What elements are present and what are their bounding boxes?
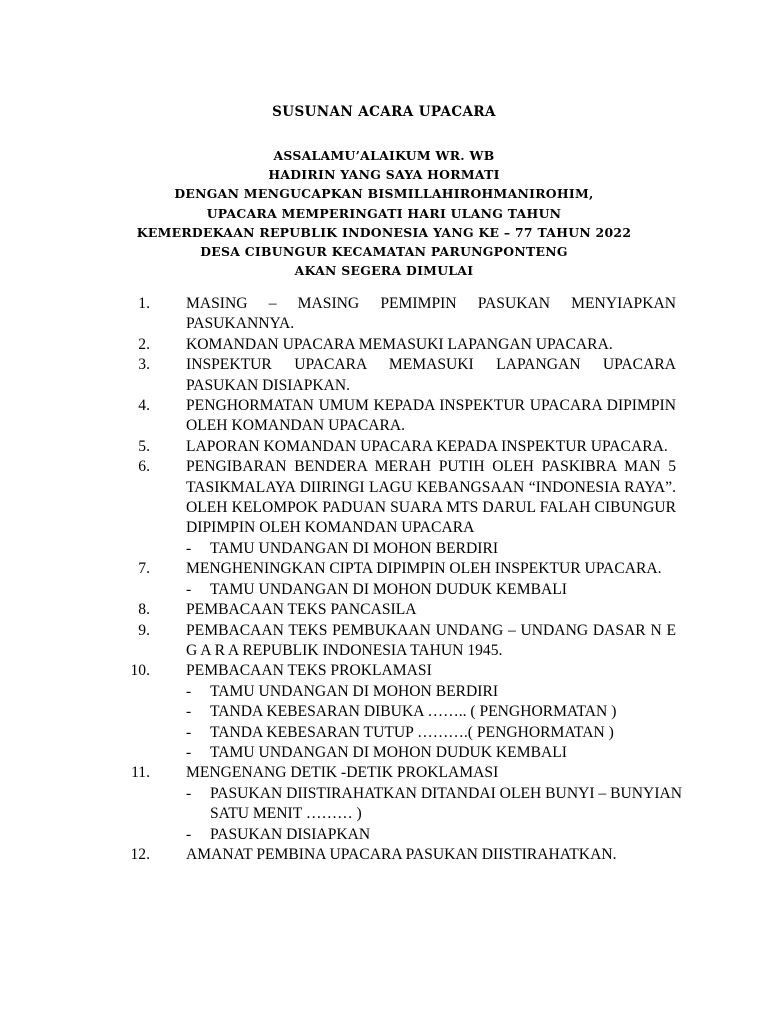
agenda-item bbox=[0, 845, 768, 865]
sub-item-text: TANDA KEBESARAN TUTUP ……….( PENGHORMATAN ) bbox=[210, 723, 614, 741]
dash-bullet: - bbox=[186, 703, 192, 721]
sub-item bbox=[186, 702, 686, 722]
item-number: 8. bbox=[138, 601, 150, 619]
dash-bullet: - bbox=[186, 580, 192, 598]
sub-item bbox=[186, 743, 686, 763]
sub-item bbox=[186, 539, 686, 559]
item-text: PEMBACAAN TEKS PANCASILA bbox=[186, 601, 417, 619]
item-text: LAPORAN KOMANDAN UPACARA KEPADA INSPEKTUR UPACARA. bbox=[186, 437, 668, 455]
header-line: UPACARA MEMPERINGATI HARI ULANG TAHUN bbox=[206, 205, 562, 221]
item-text: MENGENANG DETIK -DETIK PROKLAMASI bbox=[186, 764, 499, 782]
agenda-item bbox=[0, 355, 768, 396]
sub-item bbox=[186, 580, 686, 600]
dash-bullet: - bbox=[186, 784, 192, 802]
item-text: KOMANDAN UPACARA MEMASUKI LAPANGAN UPACARA. bbox=[186, 335, 613, 353]
sub-item bbox=[186, 723, 686, 743]
dash-bullet: - bbox=[186, 723, 192, 741]
item-text: AMANAT PEMBINA UPACARA PASUKAN DIISTIRAHATKAN. bbox=[186, 845, 617, 863]
header-line: HADIRIN YANG SAYA HORMATI bbox=[268, 167, 500, 183]
item-number: 1. bbox=[138, 295, 150, 312]
item-text: PENGHORMATAN UMUM KEPADA INSPEKTUR UPACARA DIPIMPIN OLEH KOMANDAN UPACARA. bbox=[186, 397, 676, 435]
sub-item-text: TAMU UNDANGAN DI MOHON BERDIRI bbox=[210, 539, 499, 557]
agenda-item bbox=[0, 335, 768, 355]
item-number: 4. bbox=[138, 397, 150, 415]
item-text: PEMBACAAN TEKS PROKLAMASI bbox=[186, 662, 432, 680]
item-number: 5. bbox=[138, 437, 150, 455]
agenda-item bbox=[0, 457, 768, 559]
opening-header bbox=[0, 146, 768, 280]
header-line: DENGAN MENGUCAPKAN BISMILLAHIROHMANIROHIM, bbox=[174, 186, 594, 202]
item-number: 3. bbox=[138, 356, 150, 374]
agenda-item bbox=[0, 621, 768, 662]
sub-item-text: TANDA KEBESARAN DIBUKA …….. ( PENGHORMATAN ) bbox=[210, 703, 617, 721]
item-number: 9. bbox=[138, 621, 150, 639]
agenda-item bbox=[0, 559, 768, 600]
item-number: 2. bbox=[138, 335, 150, 353]
item-text: MASING – MASING PEMIMPIN PASUKAN MENYIAPKAN PASUKANNYA. bbox=[186, 295, 676, 333]
item-number: 7. bbox=[138, 560, 150, 578]
sub-item-text: TAMU UNDANGAN DI MOHON DUDUK KEMBALI bbox=[210, 743, 567, 761]
sub-item bbox=[186, 825, 686, 845]
sub-item-text: TAMU UNDANGAN DI MOHON DUDUK KEMBALI bbox=[210, 580, 567, 598]
item-text: INSPEKTUR UPACARA MEMASUKI LAPANGAN UPACARA PASUKAN DISIAPKAN. bbox=[186, 356, 676, 394]
dash-bullet: - bbox=[186, 743, 192, 761]
agenda-item bbox=[0, 437, 768, 457]
sub-item-text: PASUKAN DIISTIRAHATKAN DITANDAI OLEH BUNYI – BUNYIAN SATU MENIT ……… ) bbox=[210, 784, 683, 823]
agenda-list bbox=[0, 294, 768, 865]
header-line: DESA CIBUNGUR KECAMATAN PARUNGPONTENG bbox=[200, 244, 568, 260]
dash-bullet: - bbox=[186, 825, 192, 843]
item-number: 6. bbox=[138, 458, 150, 476]
sub-item-text: TAMU UNDANGAN DI MOHON BERDIRI bbox=[210, 682, 499, 700]
agenda-item bbox=[0, 294, 768, 335]
sub-item bbox=[186, 682, 686, 702]
item-text: PENGIBARAN BENDERA MERAH PUTIH OLEH PASKIBRA MAN 5 TASIKMALAYA DIIRINGI LAGU KEBANGSAAN “INDONESIA RAYA”. OLEH KELOMPOK PADUAN SUARA MTS DARUL FALAH CIBUNGUR DIPIMPIN OLEH KOMANDAN UPACARA bbox=[186, 458, 676, 537]
header-line: AKAN SEGERA DIMULAI bbox=[294, 263, 474, 279]
dash-bullet: - bbox=[186, 682, 192, 700]
agenda-item bbox=[0, 763, 768, 845]
item-text: MENGHENINGKAN CIPTA DIPIMPIN OLEH INSPEKTUR UPACARA. bbox=[186, 560, 662, 578]
agenda-item bbox=[0, 600, 768, 620]
item-number: 11. bbox=[131, 764, 150, 782]
agenda-item bbox=[0, 396, 768, 437]
header-line: ASSALAMU’ALAIKUM WR. WB bbox=[273, 148, 495, 163]
item-text: PEMBACAAN TEKS PEMBUKAAN UNDANG – UNDANG DASAR N E G A R A REPUBLIK INDONESIA TAHUN 1945. bbox=[186, 621, 676, 659]
sub-item bbox=[186, 784, 686, 825]
item-number: 12. bbox=[130, 845, 150, 863]
item-number: 10. bbox=[130, 662, 150, 680]
sub-item-text: PASUKAN DISIAPKAN bbox=[210, 825, 371, 843]
agenda-item bbox=[0, 661, 768, 763]
header-line: KEMERDEKAAN REPUBLIK INDONESIA YANG KE – 77 TAHUN 2022 bbox=[136, 224, 632, 240]
dash-bullet: - bbox=[186, 539, 192, 557]
document-title: SUSUNAN ACARA UPACARA bbox=[272, 104, 496, 120]
